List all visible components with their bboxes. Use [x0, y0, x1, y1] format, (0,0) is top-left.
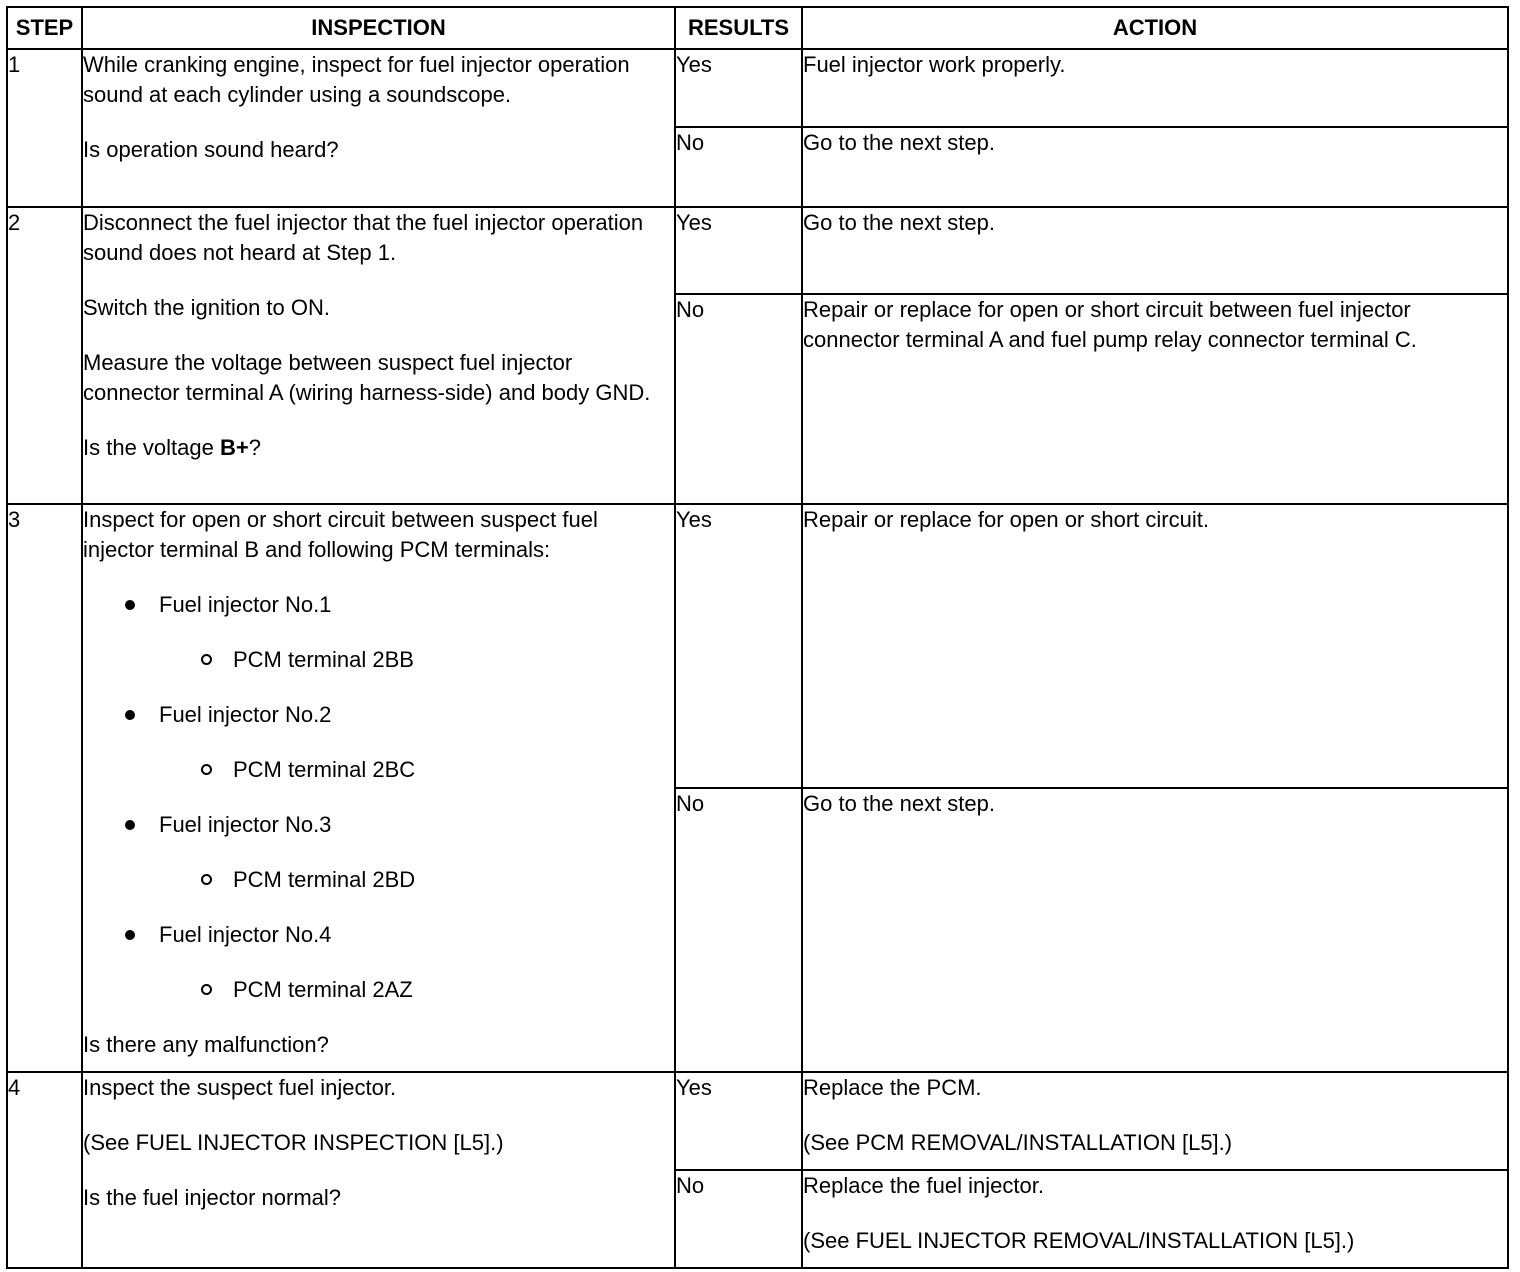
step-4-yes-reference: (See PCM REMOVAL/INSTALLATION [L5].)	[803, 1130, 1233, 1155]
step-4-yes-row	[7, 1072, 1508, 1170]
step-2-no-action	[802, 294, 1508, 504]
step-1-no-result: No	[675, 127, 802, 207]
step-4-no-result: No	[675, 1170, 802, 1268]
injector-bullet: Fuel injector No.3	[83, 810, 674, 840]
step-4-no-action	[802, 1170, 1508, 1268]
step-2-inspection	[82, 207, 675, 504]
step-2-yes-result: Yes	[675, 207, 802, 294]
header-step: STEP	[7, 7, 82, 49]
injector-bullet: Fuel injector No.2	[83, 700, 674, 730]
injector-bullet: Fuel injector No.1	[83, 590, 674, 620]
step-2-no-result: No	[675, 294, 802, 504]
step-1-yes-action-text: Fuel injector work properly.	[803, 52, 1066, 77]
step-2-instruction-1: Disconnect the fuel injector that the fuel injector operation sound does not heard at Step 1.	[83, 210, 644, 265]
step-2-yes-row	[7, 207, 1508, 294]
step-3-inspection	[82, 504, 675, 1072]
step-4-question: Is the fuel injector normal?	[83, 1185, 342, 1210]
step-4-inspection	[82, 1072, 675, 1268]
step-2-no-action-text: Repair or replace for open or short circuit between fuel injector connector terminal A and fuel pump relay connector terminal C.	[803, 297, 1417, 352]
step-1-instruction: While cranking engine, inspect for fuel injector operation sound at each cylinder using a soundscope.	[83, 52, 630, 107]
step-2-question-bold: B+	[219, 435, 249, 460]
pcm-terminal-bullet: PCM terminal 2AZ	[83, 975, 674, 1005]
pcm-terminal-bullet: PCM terminal 2BB	[83, 645, 674, 675]
step-4-reference: (See FUEL INJECTOR INSPECTION [L5].)	[83, 1130, 504, 1155]
step-3-question: Is there any malfunction?	[83, 1032, 329, 1057]
step-1-no-action	[802, 127, 1508, 207]
step-3-no-action	[802, 788, 1508, 1072]
diagnostic-table	[6, 6, 1509, 1269]
header-inspection: INSPECTION	[82, 7, 675, 49]
step-3-number: 3	[7, 504, 82, 1072]
step-1-number: 1	[7, 49, 82, 207]
step-4-yes-action-text: Replace the PCM.	[803, 1075, 982, 1100]
step-3-yes-result: Yes	[675, 504, 802, 788]
step-1-yes-result: Yes	[675, 49, 802, 127]
step-2-question-suffix: ?	[248, 435, 261, 460]
step-2-yes-action	[802, 207, 1508, 294]
header-row	[7, 7, 1508, 49]
step-4-number: 4	[7, 1072, 82, 1268]
pcm-terminal-bullet: PCM terminal 2BD	[83, 865, 674, 895]
step-4-no-reference: (See FUEL INJECTOR REMOVAL/INSTALLATION [L5].)	[803, 1228, 1355, 1253]
injector-bullet: Fuel injector No.4	[83, 920, 674, 950]
step-3-instruction: Inspect for open or short circuit between suspect fuel injector terminal B and following PCM terminals:	[83, 507, 598, 562]
step-2-question	[83, 433, 674, 463]
step-3-yes-action	[802, 504, 1508, 788]
step-4-no-action-text: Replace the fuel injector.	[803, 1173, 1044, 1198]
step-2-yes-action-text: Go to the next step.	[803, 210, 996, 235]
step-3-no-action-text: Go to the next step.	[803, 791, 996, 816]
step-3-yes-row	[7, 504, 1508, 788]
header-results: RESULTS	[675, 7, 802, 49]
step-2-question-prefix: Is the voltage	[83, 435, 220, 460]
step-1-yes-action	[802, 49, 1508, 127]
step-4-yes-action	[802, 1072, 1508, 1170]
step-4-yes-result: Yes	[675, 1072, 802, 1170]
step-1-question: Is operation sound heard?	[83, 137, 339, 162]
header-action: ACTION	[802, 7, 1508, 49]
step-2-instruction-2: Switch the ignition to ON.	[83, 295, 331, 320]
step-1-no-action-text: Go to the next step.	[803, 130, 996, 155]
step-4-instruction: Inspect the suspect fuel injector.	[83, 1075, 397, 1100]
step-3-no-result: No	[675, 788, 802, 1072]
step-1-yes-row	[7, 49, 1508, 127]
pcm-terminal-bullet: PCM terminal 2BC	[83, 755, 674, 785]
step-1-inspection	[82, 49, 675, 207]
step-3-yes-action-text: Repair or replace for open or short circuit.	[803, 507, 1209, 532]
step-2-number: 2	[7, 207, 82, 504]
step-2-instruction-3: Measure the voltage between suspect fuel injector connector terminal A (wiring harness-side) and body GND.	[83, 350, 651, 405]
